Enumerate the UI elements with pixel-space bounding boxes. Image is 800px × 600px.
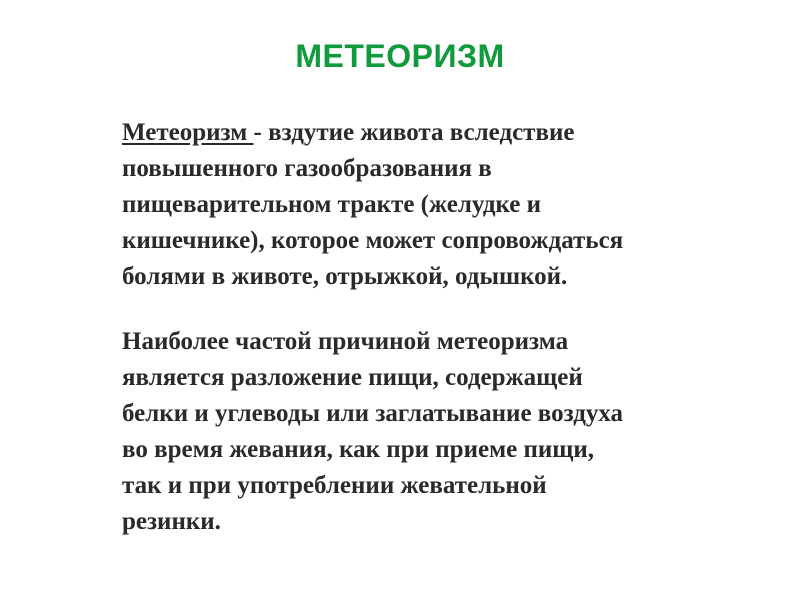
cause-paragraph — [122, 324, 762, 540]
slide-title: МЕТЕОРИЗМ — [295, 38, 505, 74]
definition-paragraph — [122, 115, 762, 295]
paragraph-line: повышенного газообразования в — [122, 155, 492, 182]
paragraph-line: во время жевания, как при приеме пищи, — [122, 436, 595, 463]
paragraph-line: кишечнике), которое может сопровождаться — [122, 227, 624, 254]
defined-term: Метеоризм — [122, 119, 254, 146]
paragraph-line: белки и углеводы или заглатывание воздуха — [122, 400, 624, 427]
paragraph-line: пищеварительном тракте (желудке и — [122, 191, 542, 218]
paragraph-line: болями в животе, отрыжкой, одышкой. — [122, 263, 568, 290]
paragraph-line: Наиболее частой причиной метеоризма — [122, 328, 569, 355]
paragraph-line: так и при употреблении жевательной — [122, 472, 547, 499]
paragraph-line: резинки. — [122, 508, 221, 535]
paragraph-line: является разложение пищи, содержащей — [122, 364, 583, 391]
paragraph-line — [122, 115, 762, 151]
definition-text: - вздутие живота вследствие — [253, 119, 575, 146]
